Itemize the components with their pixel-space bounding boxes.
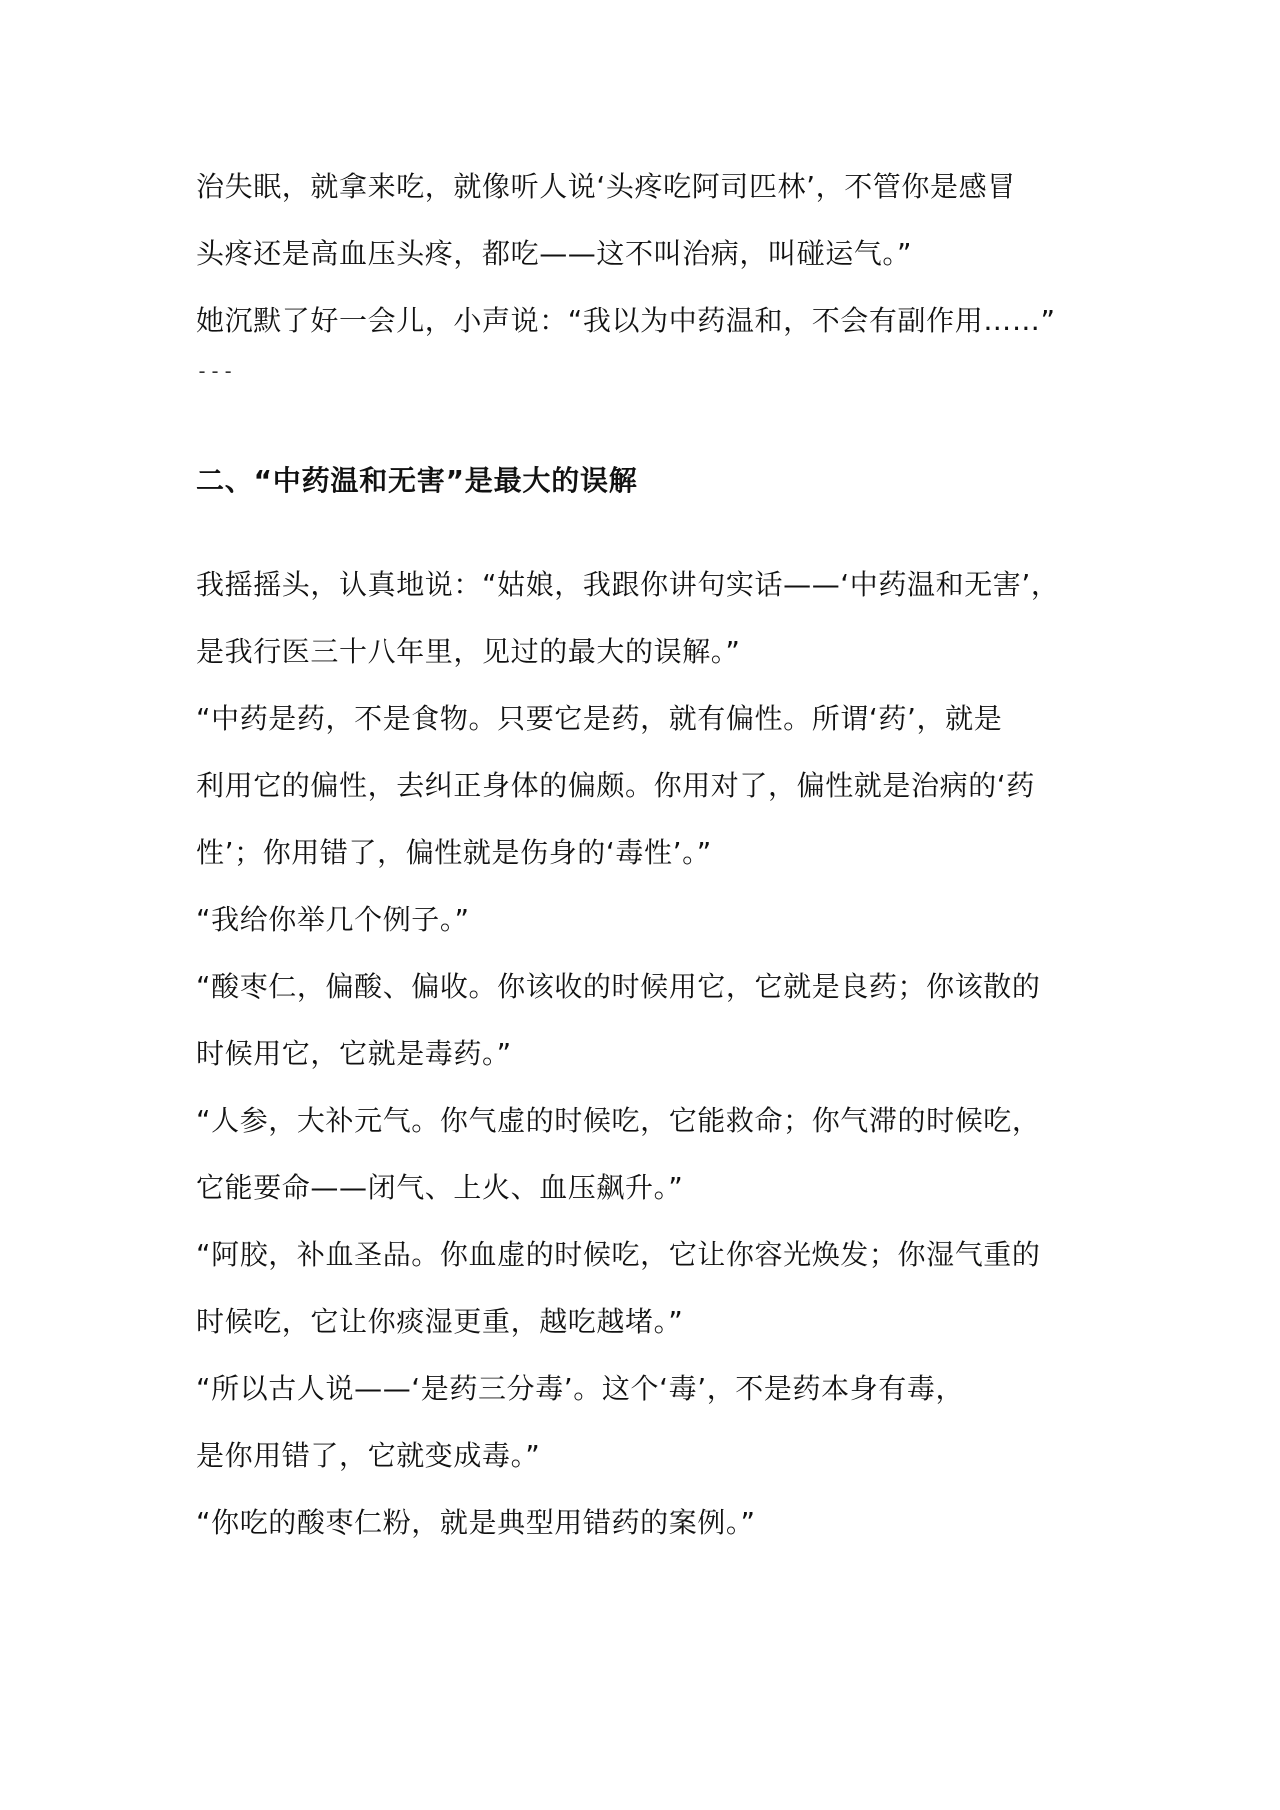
paragraph-line: 它能要命——闭气、上火、血压飙升。” — [196, 1171, 684, 1204]
paragraph-line: 是你用错了，它就变成毒。” — [196, 1439, 541, 1472]
paragraph-line: “中药是药，不是食物。只要它是药，就有偏性。所谓‘药’，就是 — [196, 702, 1003, 735]
paragraph-line: 时候吃，它让你痰湿更重，越吃越堵。” — [196, 1305, 684, 1338]
paragraph-line: “酸枣仁，偏酸、偏收。你该收的时候用它，它就是良药；你该散的 — [196, 970, 1041, 1003]
separator: --- — [196, 359, 236, 383]
paragraph-line: 性’；你用错了，偏性就是伤身的‘毒性’。” — [196, 836, 712, 869]
paragraph-line: “所以古人说——‘是药三分毒’。这个‘毒’，不是药本身有毒， — [196, 1372, 965, 1405]
paragraph-line: 她沉默了好一会儿，小声说：“我以为中药温和，不会有副作用……” — [196, 304, 1056, 337]
paragraph-line: “人参，大补元气。你气虚的时候吃，它能救命；你气滞的时候吃， — [196, 1104, 1041, 1137]
paragraph-line: 我摇摇头，认真地说：“姑娘，我跟你讲句实话——‘中药温和无害’， — [196, 568, 1060, 601]
paragraph-line: 头疼还是高血压头疼，都吃——这不叫治病，叫碰运气。” — [196, 237, 913, 270]
paragraph-line: “阿胶，补血圣品。你血虚的时候吃，它让你容光焕发；你湿气重的 — [196, 1238, 1041, 1271]
paragraph-line: “我给你举几个例子。” — [196, 903, 470, 936]
document-page — [196, 163, 1096, 1566]
paragraph-line: “你吃的酸枣仁粉，就是典型用错药的案例。” — [196, 1506, 756, 1539]
paragraph-line: 是我行医三十八年里，见过的最大的误解。” — [196, 635, 741, 668]
paragraph-line: 时候用它，它就是毒药。” — [196, 1037, 512, 1070]
section-heading: 二、“中药温和无害”是最大的误解 — [196, 464, 638, 497]
paragraph-line: 利用它的偏性，去纠正身体的偏颇。你用对了，偏性就是治病的‘药 — [196, 769, 1035, 802]
paragraph-line: 治失眠，就拿来吃，就像听人说‘头疼吃阿司匹林’，不管你是感冒 — [196, 170, 1016, 203]
